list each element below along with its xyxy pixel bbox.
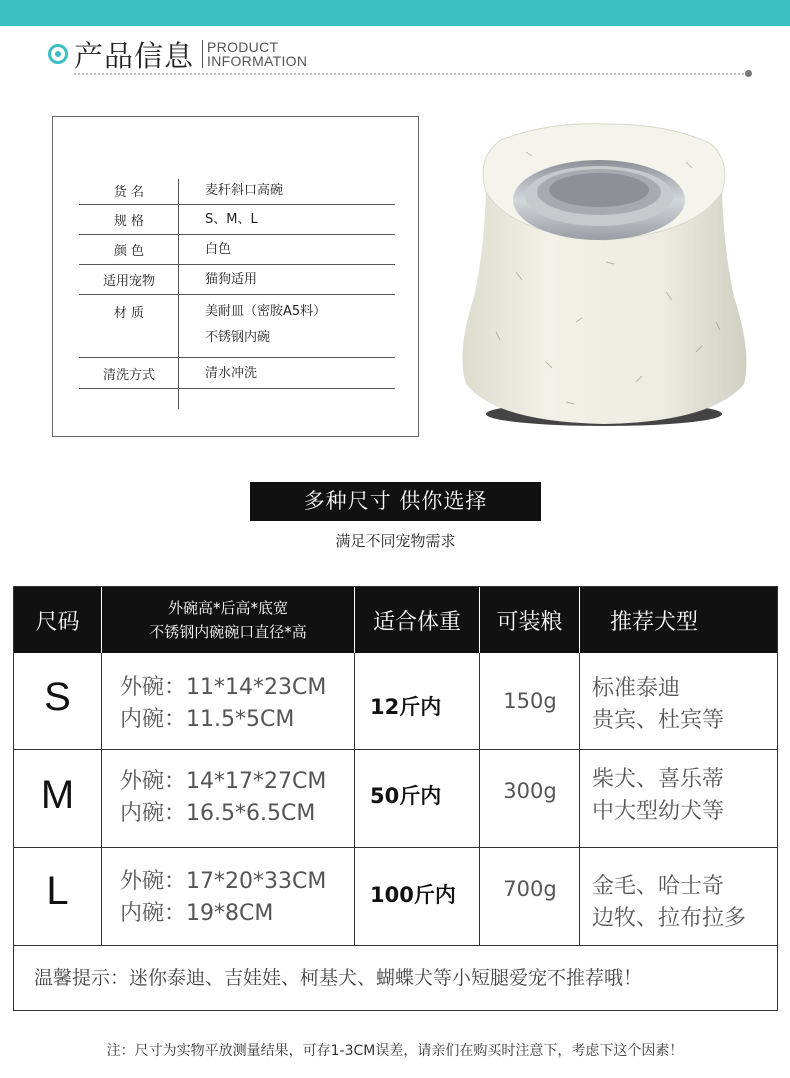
size-code: M [40, 773, 75, 817]
inner-dimensions: 内碗：16.5*6.5CM [120, 801, 316, 826]
header-divider [354, 587, 355, 653]
inner-dimensions: 内碗：11.5*5CM [120, 707, 295, 732]
spec-row-color [79, 235, 395, 265]
outer-dimensions: 外碗：14*17*27CM [120, 769, 327, 794]
header-dimensions-line-1: 外碗高*后高*底宽 [167, 599, 288, 617]
size-code: S [44, 675, 71, 719]
spec-label: 颜 色 [113, 244, 145, 259]
outer-dimensions: 外碗：17*20*33CM [120, 869, 327, 894]
weight-limit: 100斤内 [370, 883, 456, 907]
spec-label: 清洗方式 [102, 368, 155, 383]
capacity-value: 700g [503, 877, 557, 901]
english-line-2: INFORMATION [207, 53, 308, 69]
spec-row-cleaning [79, 358, 395, 389]
spec-label: 货 名 [113, 185, 145, 200]
section-title-english [207, 40, 307, 68]
spec-value: 猫狗适用 [205, 272, 258, 287]
spec-value: S、M、L [205, 212, 258, 227]
inner-dimensions: 内碗：19*8CM [120, 901, 274, 926]
english-line-1: PRODUCT [207, 39, 279, 55]
column-divider [101, 653, 102, 945]
measurement-note: 注：尺寸为实物平放测量结果，可存1-3CM误差，请亲们在购买时注意下，考虑下这个因素！ [106, 1043, 684, 1059]
size-table [13, 586, 778, 1011]
capacity-value: 300g [503, 779, 557, 803]
size-code: L [46, 869, 69, 913]
spec-row-material [79, 295, 395, 358]
spec-label: 适用宠物 [102, 274, 155, 289]
weight-limit: 50斤内 [370, 784, 442, 808]
section-header [48, 36, 307, 72]
row-divider [14, 749, 777, 750]
spec-table [52, 116, 419, 437]
header-size: 尺码 [35, 609, 80, 635]
sizes-banner: 多种尺寸 供你选择 [250, 482, 541, 521]
breed-line-2: 中大型幼犬等 [592, 799, 725, 824]
header-dimensions-line-2: 不锈钢内碗碗口直径*高 [149, 623, 307, 641]
breed-line-1: 金毛、哈士奇 [592, 874, 725, 899]
column-divider [354, 653, 355, 945]
recommendation-tip: 温馨提示：迷你泰迪、吉娃娃、柯基犬、蝴蝶犬等小短腿爱宠不推荐哦！ [34, 967, 643, 989]
table-header [14, 587, 777, 653]
dotted-divider [74, 73, 744, 75]
weight-limit: 12斤内 [370, 695, 442, 719]
header-dimensions [102, 587, 354, 653]
section-title: 产品信息 [74, 38, 195, 73]
spec-row-name [79, 179, 395, 205]
breed-line-2: 边牧、拉布拉多 [592, 906, 747, 931]
capacity-value: 150g [503, 689, 557, 713]
spec-label: 规 格 [113, 214, 145, 229]
spec-value: 白色 [205, 242, 232, 257]
breed-line-1: 柴犬、喜乐蒂 [592, 767, 725, 792]
row-divider [14, 847, 777, 848]
divider-end-dot [745, 70, 752, 77]
outer-dimensions: 外碗：11*14*23CM [120, 675, 327, 700]
spec-value: 麦秆斜口高碗 [205, 183, 284, 198]
header-divider [101, 587, 102, 653]
spec-row-pet [79, 265, 395, 295]
spec-row-size [79, 205, 395, 235]
header-divider [579, 587, 580, 653]
spec-label: 材 质 [113, 306, 145, 321]
spec-value-line-2: 不锈钢内碗 [205, 330, 271, 345]
header-breed: 推荐犬型 [610, 609, 699, 635]
target-circle-icon [48, 44, 68, 64]
sizes-subtitle: 满足不同宠物需求 [335, 532, 456, 550]
spec-value: 美耐皿（密胺A5料） [205, 304, 327, 319]
top-color-bar [0, 0, 790, 26]
breed-line-2: 贵宾、杜宾等 [592, 708, 725, 733]
bowl-product-image [456, 122, 752, 434]
header-weight: 适合体重 [372, 609, 461, 635]
spec-value: 清水冲洗 [205, 366, 258, 381]
header-capacity: 可装粮 [496, 609, 563, 635]
breed-line-1: 标准泰迪 [592, 676, 681, 701]
header-divider [479, 587, 480, 653]
header-divider [202, 40, 203, 68]
